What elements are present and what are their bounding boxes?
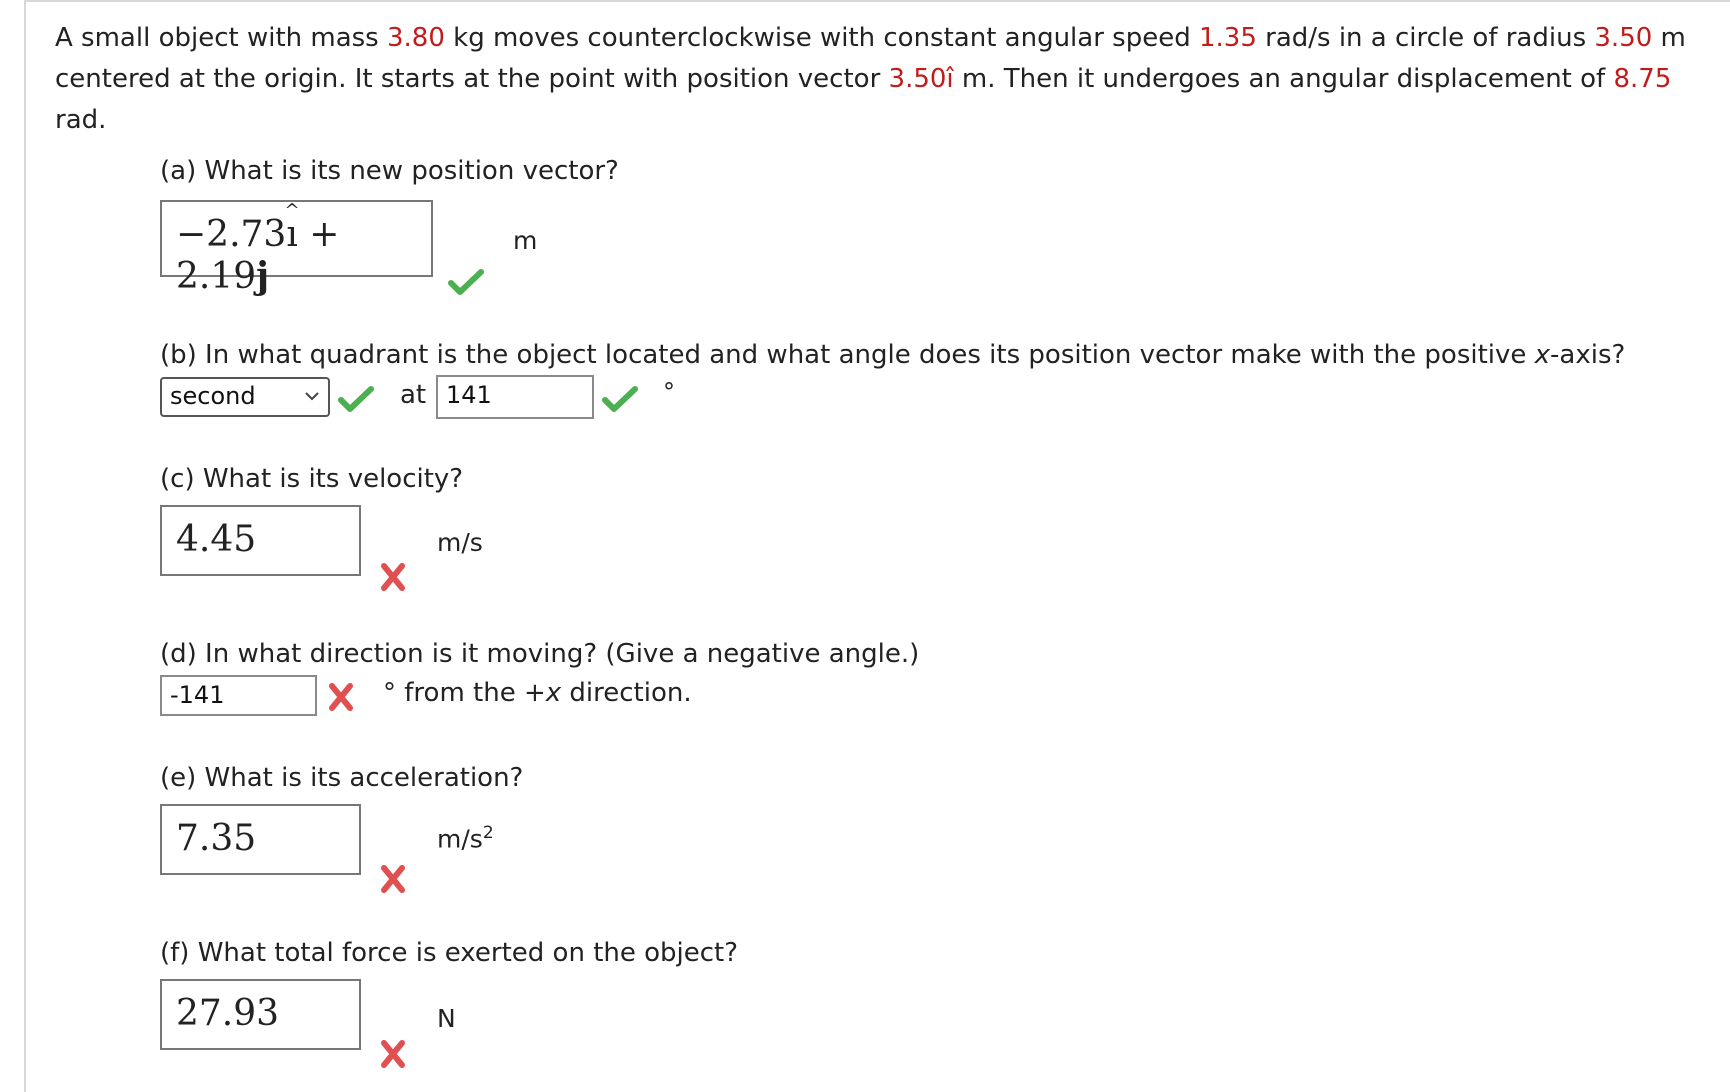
answer-a-expression: −2.73ı ^ + 2.19j: [176, 214, 431, 297]
given-angular-displacement: 8.75: [1613, 64, 1672, 94]
given-mass: 3.80: [387, 23, 445, 53]
quadrant-select[interactable]: [160, 377, 330, 417]
answer-f-field[interactable]: [160, 979, 361, 1050]
angle-b-input[interactable]: 141: [436, 375, 594, 419]
given-radius: 3.50: [1594, 23, 1653, 53]
unit-e: $m/s^2$: [437, 823, 494, 854]
answer-c-field[interactable]: [160, 505, 361, 576]
given-angular-speed: 1.35: [1198, 23, 1257, 53]
question-b: (b) In what quadrant is the object located and what angle does its position vector make with the positive x-axis?: [160, 340, 1626, 370]
check-icon: [448, 268, 484, 296]
answer-c-value: 4.45: [176, 519, 257, 560]
question-a: (a) What is its new position vector?: [160, 156, 619, 186]
degree-symbol: °: [663, 378, 675, 406]
frame-left-border: [24, 0, 26, 1092]
check-icon: [602, 385, 638, 413]
quadrant-select-value: second: [170, 382, 256, 410]
direction-d-input[interactable]: -141: [160, 675, 317, 716]
question-e: (e) What is its acceleration?: [160, 763, 524, 793]
answer-e-field[interactable]: [160, 804, 361, 875]
unit-f: N: [437, 1004, 456, 1033]
answer-f-value: 27.93: [176, 993, 280, 1034]
unit-a: m: [513, 226, 538, 255]
question-d: (d) In what direction is it moving? (Give a negative angle.): [160, 639, 920, 669]
cross-icon: [323, 683, 359, 711]
chevron-down-icon: [303, 386, 321, 406]
at-label: at: [400, 380, 427, 410]
cross-icon: [375, 563, 411, 591]
direction-suffix: ° from the +x direction.: [383, 678, 692, 708]
answer-a-field[interactable]: [160, 200, 433, 297]
question-c: (c) What is its velocity?: [160, 464, 464, 494]
check-icon: [338, 385, 374, 413]
question-f: (f) What total force is exerted on the object?: [160, 938, 739, 968]
cross-icon: [375, 1040, 411, 1068]
answer-e-value: 7.35: [176, 818, 257, 859]
cross-icon: [375, 865, 411, 893]
frame-top-border: [24, 0, 1730, 2]
unit-c: m/s: [437, 528, 483, 557]
given-start-vector: 3.50î: [888, 64, 954, 94]
problem-statement: A small object with mass 3.80 kg moves counterclockwise with constant angular speed 1.35 rad/s in a circle of radius 3.50 m centered at the origin. It starts at the point with position vector 3.50î m. Then it undergoes an angular displacement of 8.75 rad.: [55, 23, 1686, 135]
